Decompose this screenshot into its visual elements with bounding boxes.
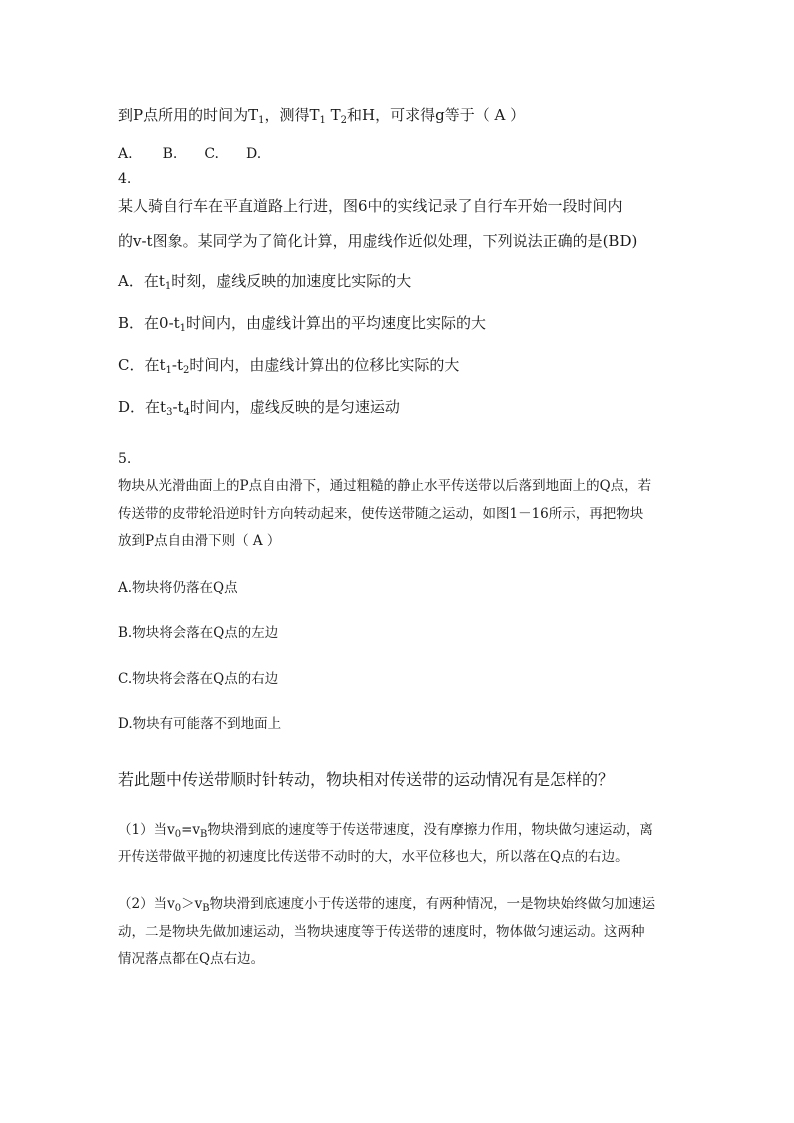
q5-stem-line2: 传送带的皮带轮沿逆时针方向转动起来，使传送带随之运动，如图1－16所示，再把物块 <box>118 506 644 522</box>
q3-option-c: C. <box>204 146 219 162</box>
q4-stem-line2: 的v-t图象。某同学为了简化计算，用虚线作近似处理，下列说法正确的是(BD) <box>118 232 638 250</box>
q5-case2-line1: （2）当$v_0>v_B$物块滑到底速度小于传送带的速度，有两种情况，一是物块始终做匀加速运 <box>118 896 656 914</box>
q5-stem-line3: 放到P点自由滑下则（ A ） <box>118 533 281 549</box>
q5-stem-line1: 物块从光滑曲面上的P点自由滑下，通过粗糙的静止水平传送带以后落到地面上的Q点，若 <box>118 478 652 494</box>
q3-option-d: D. <box>245 146 262 162</box>
q3-stem: 到P点所用的时间为$T_1$，测得$T_1$ $T_2$和H，可求得g等于（ A ） <box>118 106 526 126</box>
q3-option-a: A. <box>118 146 133 162</box>
q5-case2-line2: 动，二是物块先做加速运动，当物块速度等于传送带的速度时，物体做匀速运动。这两种 <box>118 924 645 940</box>
q4-option-d: D．在$t_3-t_4$时间内，虚线反映的是匀速运动 <box>118 398 400 418</box>
q4-option-b: B．在$0-t_1$时间内，由虚线计算出的平均速度比实际的大 <box>118 314 487 334</box>
q4-stem-line1: 某人骑自行车在平直道路上行进，图6中的实线记录了自行车开始一段时间内 <box>118 197 623 215</box>
q4-number: 4. <box>118 171 132 187</box>
q4-option-a: A．在$t_1$时刻，虚线反映的加速度比实际的大 <box>118 272 412 292</box>
q5-option-b: B.物块将会落在Q点的左边 <box>118 625 279 641</box>
q5-number: 5. <box>118 451 132 467</box>
q5-case2-line3: 情况落点都在Q点右边。 <box>118 951 265 967</box>
q5-followup-question: 若此题中传送带顺时针转动，物块相对传送带的运动情况有是怎样的？ <box>118 770 615 789</box>
q5-option-d: D.物块有可能落不到地面上 <box>118 716 282 732</box>
q5-case1-line2: 开传送带做平抛的初速度比传送带不动时的大，水平位移也大，所以落在Q点的右边。 <box>118 849 629 865</box>
q3-options <box>118 147 261 161</box>
q3-option-b: B. <box>162 146 178 162</box>
q5-option-c: C.物块将会落在Q点的右边 <box>118 671 279 687</box>
q5-option-a: A.物块将仍落在Q点 <box>118 580 238 596</box>
q5-case1-line1: （1）当$v_0=v_B$物块滑到底的速度等于传送带速度，没有摩擦力作用，物块做匀速运动，离 <box>118 822 653 840</box>
q4-option-c: C．在$t_1-t_2$时间内，由虚线计算出的位移比实际的大 <box>118 356 460 376</box>
